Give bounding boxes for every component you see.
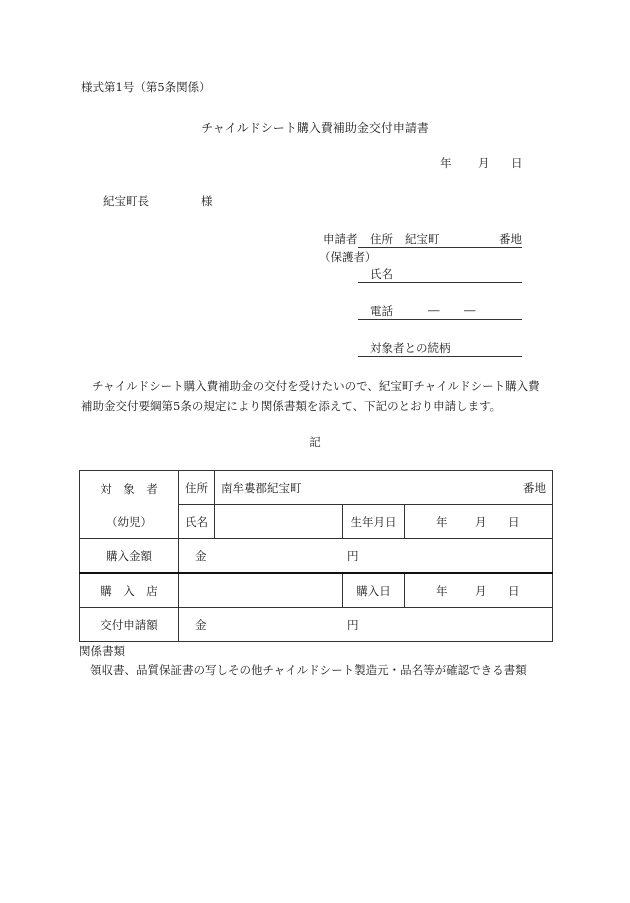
purchase-date-label-cell xyxy=(343,573,405,608)
table-row xyxy=(80,539,553,574)
applicant-address-suffix: 番地 xyxy=(499,232,522,246)
birth-day-label: 日 xyxy=(508,515,520,529)
purchase-date-field[interactable] xyxy=(405,573,553,608)
purchase-date-label: 購入日 xyxy=(356,583,391,598)
name-label: 氏名 xyxy=(185,514,208,529)
shop-label: 購 入 店 xyxy=(100,583,158,598)
applicant-phone-label: 電話 xyxy=(370,304,393,318)
table-row xyxy=(80,608,553,642)
yen-suffix: 円 xyxy=(347,549,359,563)
subject-cell xyxy=(80,471,179,539)
applicant-relationship-label: 対象者との続柄 xyxy=(370,341,451,355)
applicant-address-label: 住所 xyxy=(370,232,393,246)
table-row xyxy=(80,471,553,505)
ki-label: 記 xyxy=(309,435,321,449)
address-field[interactable] xyxy=(215,471,553,505)
shop-label-cell xyxy=(80,573,179,608)
grant-amount-label-cell xyxy=(80,608,179,642)
addressee xyxy=(103,193,213,209)
birth-label: 生年月日 xyxy=(350,514,397,529)
date-month-label: 月 xyxy=(478,156,490,170)
purchase-amount-label: 購入金額 xyxy=(106,548,152,563)
applicant-name-field[interactable] xyxy=(358,266,522,283)
yen-prefix: 金 xyxy=(195,549,207,563)
grant-amount-field[interactable] xyxy=(179,608,553,642)
phone-separator: ― xyxy=(464,303,476,317)
applicant-address-field[interactable] xyxy=(358,231,522,248)
applicant-label: 申請者 xyxy=(323,232,358,246)
shop-field[interactable] xyxy=(179,573,343,608)
purchase-year-label: 年 xyxy=(436,584,448,598)
page-title: チャイルドシート購入費補助金交付申請書 xyxy=(201,121,429,135)
address-label: 住所 xyxy=(185,480,208,495)
birth-year-label: 年 xyxy=(436,515,448,529)
applicant-relationship-field[interactable] xyxy=(358,340,522,357)
documents-body: 領収書、品質保証書の写しその他チャイルドシート製造元・品名等が確認できる書類 xyxy=(90,663,527,677)
purchase-amount-field[interactable] xyxy=(179,539,553,574)
intro-line-1: チャイルドシート購入費補助金の交付を受けたいので、紀宝町チャイルドシート購入費 xyxy=(92,379,540,393)
purchase-day-label: 日 xyxy=(508,584,520,598)
application-table xyxy=(79,470,553,642)
applicant-name-label: 氏名 xyxy=(370,267,393,281)
birth-date-field[interactable] xyxy=(405,505,553,539)
intro-line-2: 補助金交付要綱第5条の規定により関係書類を添えて、下記のとおり申請します。 xyxy=(81,399,502,413)
applicant-guardian-note: （保護者） xyxy=(319,250,377,264)
addressee-name: 紀宝町長 xyxy=(103,194,149,208)
address-label-cell xyxy=(179,471,215,505)
purchase-month-label: 月 xyxy=(475,584,487,598)
yen-prefix: 金 xyxy=(195,618,207,632)
addressee-honorific: 様 xyxy=(201,194,213,208)
grant-amount-label: 交付申請額 xyxy=(100,617,158,632)
child-label: （幼児） xyxy=(106,515,152,529)
purchase-amount-label-cell xyxy=(80,539,179,574)
subject-label: 対 象 者 xyxy=(100,482,158,496)
birth-label-cell xyxy=(343,505,405,539)
intro-paragraph xyxy=(81,376,540,416)
date-year-label: 年 xyxy=(440,156,452,170)
applicant-phone-field[interactable] xyxy=(358,303,522,320)
date-day-label: 日 xyxy=(511,156,523,170)
name-label-cell xyxy=(179,505,215,539)
documents-heading: 関係書類 xyxy=(79,644,125,658)
table-row xyxy=(80,573,553,608)
birth-month-label: 月 xyxy=(475,515,487,529)
phone-separator: ― xyxy=(428,303,440,317)
form-number: 様式第1号（第5条関係） xyxy=(81,80,211,94)
applicant-address-town: 紀宝町 xyxy=(405,232,440,246)
child-name-field[interactable] xyxy=(215,505,343,539)
address-suffix: 番地 xyxy=(523,481,547,495)
address-value: 南牟婁郡紀宝町 xyxy=(221,480,302,495)
yen-suffix: 円 xyxy=(347,618,359,632)
